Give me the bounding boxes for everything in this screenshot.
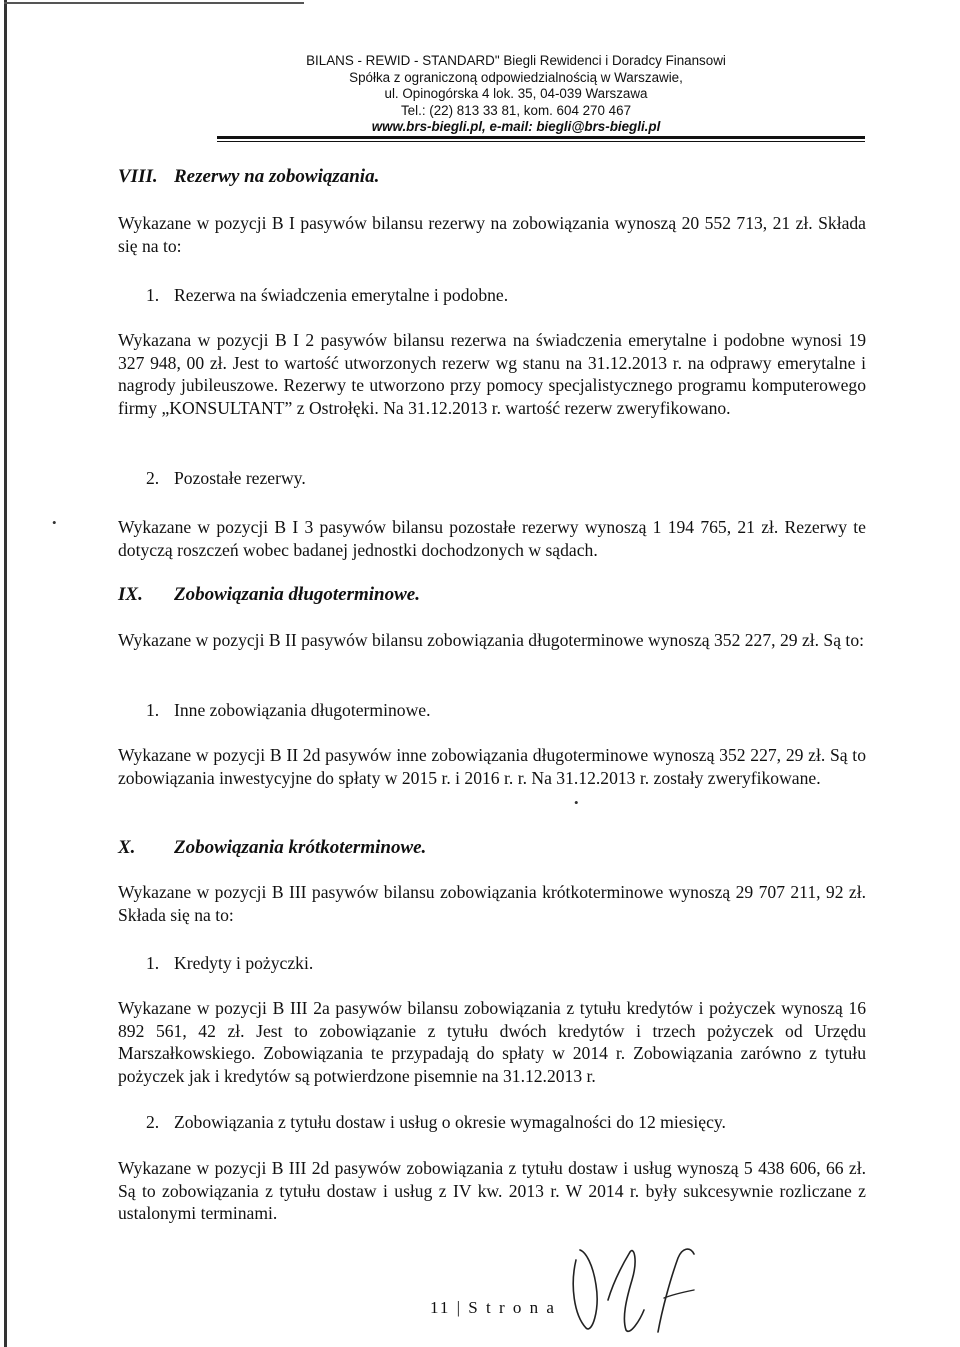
item-number: 1. [146,953,160,973]
list-item-ix-1 [146,700,430,721]
item-number: 1. [146,285,160,305]
item-text-ix-1: Wykazane w pozycji B II 2d pasywów inne zobowiązania długoterminowe wynoszą 352 227, 29 zł. Są to zobowiązania inwestycyjne do spłaty w 2015 r. i 2016 r. r. Na 31.12.2013 r. zostały zweryfikowane. [118,745,866,788]
item-label: Rezerwa na świadczenia emerytalne i podobne. [174,285,509,305]
scan-speck: • [52,515,57,530]
section-title: Zobowiązania krótkoterminowe. [174,837,427,858]
list-item-x-1 [146,953,313,974]
letterhead-address: ul. Opinogórska 4 lok. 35, 04-039 Warszawa [384,86,648,101]
section-number: VIII. [118,166,158,187]
item-label: Inne zobowiązania długoterminowe. [174,700,431,720]
item-number: 2. [146,1112,160,1132]
item-number: 2. [146,468,160,488]
item-label: Kredyty i pożyczki. [174,953,314,973]
scan-speck: • [574,795,579,810]
section-title: Zobowiązania długoterminowe. [174,584,420,605]
scan-edge-left [4,0,7,1347]
section-intro-x: Wykazane w pozycji B III pasywów bilansu zobowiązania krótkoterminowe wynoszą 29 707 211, 92 zł. Składa się na to: [118,882,866,925]
item-label: Zobowiązania z tytułu dostaw i usług o okresie wymagalności do 12 miesięcy. [174,1112,726,1132]
letterhead-web-email: www.brs-biegli.pl, e-mail: biegli@brs-biegli.pl [371,119,661,134]
page-number: 11 | S t r o n a [430,1298,556,1317]
scan-edge-top [4,2,304,4]
section-number: IX. [118,584,143,605]
item-text-x-1: Wykazane w pozycji B III 2a pasywów bilansu zobowiązania z tytułu kredytów i pożyczek wynoszą 16 892 561, 42 zł. Jest to zobowiązanie z tytułu dwóch kredytów i trzech pożyczek od Urzędu Marszałkowskiego. Zobowiązania te przypadają do spłaty w 2014 r. Zobowiązania zarówno z tytułu pożyczek jak i kredytów są potwierdzone pisemnie na 31.12.2013 r. [118,998,866,1086]
header-rule-thin [217,141,865,142]
item-text-viii-2: Wykazane w pozycji B I 3 pasywów bilansu pozostałe rezerwy wynoszą 1 194 765, 21 zł. Rezerwy te dotyczą roszczeń wobec badanej jednostki dochodzonych w sądach. [118,517,866,560]
list-item-viii-2 [146,468,306,489]
item-text-viii-1: Wykazana w pozycji B I 2 pasywów bilansu rezerwa na świadczenia emerytalne i podobne wynosi 19 327 948, 00 zł. Jest to wartość utworzonych rezerw wg stanu na 31.12.2013 r. na odprawy emerytalne i nagrody jubileuszowe. Rezerwy te utworzono przy pomocy specjalistycznego programu komputerowego firmy „KONSULTANT” z Ostrołęki. Na 31.12.2013 r. wartość rezerw zweryfikowano. [118,330,866,418]
section-intro-viii: Wykazane w pozycji B I pasywów bilansu rezerwy na zobowiązania wynoszą 20 552 713, 21 zł. Składa się na to: [118,213,866,256]
item-number: 1. [146,700,160,720]
section-intro-ix: Wykazane w pozycji B II pasywów bilansu zobowiązania długoterminowe wynoszą 352 227, 29 zł. Są to: [118,630,864,650]
handwritten-signature [566,1240,706,1340]
letterhead-legal-form: Spółka z ograniczoną odpowiedzialnością w Warszawie, [349,69,683,85]
letterhead-phone: Tel.: (22) 813 33 81, kom. 604 270 467 [400,102,632,118]
letterhead [216,53,816,136]
list-item-x-2 [146,1112,726,1133]
section-title: Rezerwy na zobowiązania. [174,166,380,187]
letterhead-company: BILANS - REWID - STANDARD" Biegli Rewidenci i Doradcy Finansowi [306,53,726,68]
section-number: X. [118,837,136,858]
list-item-viii-1 [146,285,508,306]
item-label: Pozostałe rezerwy. [174,468,306,488]
item-text-x-2: Wykazane w pozycji B III 2d pasywów zobowiązania z tytułu dostaw i usług wynoszą 5 438 606, 66 zł. Są to zobowiązania z tytułu dostaw i usług z IV kw. 2013 r. W 2014 r. były sukcesywnie rozliczane z ustalonymi terminami. [118,1158,866,1224]
header-rule-thick [217,136,865,139]
